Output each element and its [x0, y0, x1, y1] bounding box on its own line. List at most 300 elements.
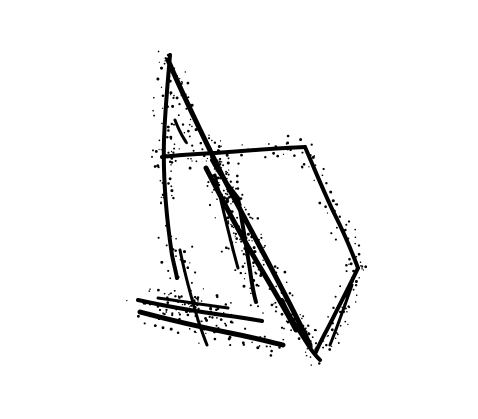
speckle-dot [261, 234, 262, 235]
speckle-dot [250, 293, 252, 295]
speckle-dot [189, 135, 191, 137]
speckle-dot [168, 294, 169, 295]
speckle-dot [348, 264, 349, 265]
speckle-dot [324, 205, 327, 208]
speckle-dot [244, 278, 245, 279]
speckle-dot [179, 148, 180, 149]
speckle-dot [300, 314, 301, 315]
speckle-dot [306, 355, 308, 357]
speckle-dot [230, 302, 232, 304]
speckle-dot [203, 288, 204, 289]
speckle-dot [191, 145, 193, 147]
speckle-dot [347, 324, 348, 325]
speckle-dot [223, 312, 224, 313]
speckle-dot [227, 201, 229, 203]
speckle-dot [264, 156, 266, 158]
speckle-dot [286, 141, 289, 144]
speckle-dot [161, 197, 162, 198]
speckle-dot [227, 198, 228, 199]
speckle-dot [171, 151, 172, 152]
speckle-dot [137, 315, 140, 318]
speckle-dot [170, 170, 172, 172]
speckle-dot [230, 224, 232, 226]
speckle-dot [225, 193, 227, 195]
speckle-dot [327, 212, 328, 213]
speckle-dot [270, 350, 273, 353]
speckle-dot [241, 144, 242, 145]
speckle-dot [205, 333, 206, 334]
speckle-dot [241, 194, 243, 196]
speckle-dot [361, 268, 362, 269]
speckle-dot [161, 87, 162, 88]
speckle-dot [281, 327, 283, 329]
speckle-dot [335, 338, 337, 340]
speckle-dot [354, 243, 355, 244]
speckle-dot [211, 191, 212, 192]
speckle-dot [264, 336, 266, 338]
speckle-dot [353, 289, 355, 291]
speckle-dot [126, 300, 127, 301]
speckle-dot [312, 156, 315, 159]
speckle-dot [167, 126, 170, 129]
top-horizontal-stroke [162, 147, 305, 157]
speckle-dot [269, 346, 271, 348]
speckle-dot [182, 304, 183, 305]
speckle-dot [275, 310, 277, 312]
speckle-dot [346, 270, 348, 272]
speckle-dot [178, 296, 181, 299]
speckle-dot [233, 232, 235, 234]
speckle-dot [273, 303, 274, 304]
speckle-dot [179, 78, 180, 79]
speckle-dot [169, 277, 171, 279]
speckle-dot [335, 239, 337, 241]
speckle-dot [235, 236, 236, 237]
speckle-dot [350, 262, 353, 265]
speckle-dot [312, 336, 314, 338]
speckle-dot [340, 325, 342, 327]
speckle-dot [215, 308, 218, 311]
speckle-dot [323, 168, 325, 170]
speckle-dot [235, 242, 236, 243]
speckle-dot [257, 305, 259, 307]
speckle-dot [193, 150, 195, 152]
speckle-dot [200, 142, 203, 145]
speckle-dot [169, 160, 172, 163]
speckle-dot [164, 63, 166, 65]
speckle-dot [169, 91, 172, 94]
speckle-dot [172, 197, 174, 199]
speckle-dot [154, 165, 157, 168]
speckle-dot [259, 345, 261, 347]
speckle-dot [355, 280, 358, 283]
speckle-dot [290, 329, 292, 331]
speckle-dot [155, 150, 158, 153]
speckle-dot [245, 273, 247, 275]
speckle-dot [172, 97, 174, 99]
speckle-dot [160, 202, 162, 204]
speckle-dot [170, 189, 173, 192]
speckle-dot [189, 167, 192, 170]
speckle-dot [163, 313, 165, 315]
speckle-dot [252, 218, 254, 220]
speckle-dot [158, 237, 160, 239]
speckle-dot [220, 318, 223, 321]
speckle-dot [182, 123, 184, 125]
speckle-dot [182, 82, 183, 83]
speckle-dot [315, 342, 317, 344]
speckle-dot [240, 272, 242, 274]
speckle-dot [236, 175, 239, 178]
speckle-dot [159, 62, 160, 63]
speckle-dot [157, 289, 160, 292]
speckle-dot [187, 266, 190, 269]
speckle-dot [159, 309, 161, 311]
speckle-dot [307, 325, 309, 327]
speckle-dot [208, 135, 209, 136]
speckle-dot [251, 342, 253, 344]
speckle-dot [250, 217, 252, 219]
speckle-dot [287, 135, 290, 138]
speckle-dot [211, 316, 213, 318]
speckle-dot [221, 146, 222, 147]
left-vertical-stroke [164, 55, 177, 278]
speckle-dot [232, 322, 234, 324]
speckle-dot [148, 290, 150, 292]
speckle-dot [241, 250, 243, 252]
speckle-dot [262, 312, 264, 314]
speckle-dot [222, 164, 224, 166]
speckle-dot [226, 193, 228, 195]
speckle-dot [207, 158, 208, 159]
speckle-dot [363, 269, 364, 270]
speckle-dot [170, 94, 171, 95]
speckle-dot [237, 162, 239, 164]
speckle-dot [358, 277, 360, 279]
speckle-dot [345, 224, 347, 226]
speckle-dot [260, 237, 262, 239]
speckle-dot [327, 316, 329, 318]
speckle-dot [174, 143, 176, 145]
speckle-dot [162, 108, 163, 109]
speckle-dot [224, 323, 226, 325]
speckle-dot [158, 149, 159, 150]
speckle-dot [225, 171, 227, 173]
speckle-dot [228, 174, 230, 176]
speckle-dot [311, 143, 313, 145]
speckle-dot [170, 328, 173, 331]
speckle-dot [325, 182, 327, 184]
speckle-dot [171, 314, 173, 316]
speckle-dot [275, 306, 277, 308]
speckle-dot [282, 339, 284, 341]
speckle-dot [158, 51, 160, 53]
speckle-dot [216, 294, 219, 297]
speckle-dot [153, 115, 155, 117]
speckle-dot [154, 324, 157, 327]
speckle-dot [227, 162, 230, 165]
speckle-dot [310, 356, 312, 358]
speckle-dot [301, 166, 303, 168]
speckle-dot [215, 325, 217, 327]
speckle-dot [240, 154, 243, 157]
speckle-dot [225, 303, 228, 306]
speckle-dot [263, 247, 265, 249]
speckle-dot [172, 152, 174, 154]
speckle-dot [356, 294, 358, 296]
speckle-dot [364, 265, 367, 268]
speckle-dot [189, 124, 191, 126]
speckle-dot [177, 332, 180, 335]
speckle-dot [174, 249, 176, 251]
speckle-dot [262, 260, 263, 261]
speckle-dot [286, 320, 288, 322]
speckle-dot [153, 97, 155, 99]
speckle-dot [185, 71, 186, 72]
speckle-dot [274, 302, 276, 304]
speckle-dot [179, 313, 181, 315]
speckle-dot [167, 152, 169, 154]
speckle-dot [253, 265, 255, 267]
speckle-dot [194, 271, 196, 273]
speckle-dot [325, 344, 327, 346]
speckle-dot [180, 295, 182, 297]
speckle-dot [358, 244, 360, 246]
speckle-dot [311, 364, 312, 365]
speckle-dot [284, 271, 287, 274]
speckle-dot [228, 248, 230, 250]
speckle-dot [167, 129, 170, 132]
speckle-dot [242, 265, 245, 268]
speckle-dot [223, 190, 225, 192]
speckle-dot [331, 346, 332, 347]
speckle-dot [235, 233, 237, 235]
speckle-dot [229, 344, 231, 346]
speckle-dot [225, 246, 228, 249]
speckle-dot [164, 293, 166, 295]
speckle-dot [194, 296, 196, 298]
speckle-dot [308, 166, 309, 167]
speckle-dot [189, 328, 191, 330]
speckle-dot [173, 95, 175, 97]
speckle-dot [149, 288, 151, 290]
speckle-dot [216, 198, 218, 200]
speckle-dot [271, 304, 274, 307]
speckle-dot [160, 180, 162, 182]
speckle-dot [301, 318, 303, 320]
speckle-dot [195, 298, 197, 300]
speckle-dot [189, 306, 190, 307]
speckle-dot [322, 174, 324, 176]
speckle-dot [160, 67, 163, 70]
speckle-dot [329, 191, 332, 194]
speckle-dot [207, 185, 209, 187]
speckle-dot [314, 180, 315, 181]
speckle-dot [243, 253, 245, 255]
speckle-dot [191, 160, 192, 161]
speckle-dot [183, 250, 186, 253]
speckle-dot [187, 130, 190, 133]
speckle-dot [170, 185, 172, 187]
speckle-dot [165, 311, 167, 313]
speckle-dot [166, 301, 169, 304]
speckle-dot [301, 152, 303, 154]
speckle-dot [162, 326, 165, 329]
speckle-dot [144, 322, 146, 324]
speckle-dot [236, 217, 238, 219]
speckle-dot [283, 154, 284, 155]
speckle-dot [237, 187, 240, 190]
speckle-dot [277, 267, 279, 269]
speckle-dot [226, 154, 229, 157]
speckle-dot [336, 227, 338, 229]
speckle-dot [322, 347, 324, 349]
speckle-dot [344, 321, 346, 323]
speckle-dot [161, 149, 162, 150]
speckle-dot [184, 132, 185, 133]
speckle-dot [251, 240, 252, 241]
speckle-dot [175, 160, 177, 162]
speckle-dot [286, 282, 288, 284]
speckle-dot [221, 161, 222, 162]
speckle-dot [236, 181, 239, 184]
speckle-dot [289, 292, 292, 295]
speckle-dot [191, 246, 193, 248]
speckle-dot [335, 296, 337, 298]
speckle-dot [235, 237, 238, 240]
speckle-dot [214, 141, 216, 143]
speckle-dot [171, 123, 173, 125]
speckle-dot [228, 169, 229, 170]
speckle-dot [270, 354, 273, 357]
speckle-dot [174, 290, 176, 292]
speckle-dot [318, 202, 321, 205]
speckle-dot [215, 217, 216, 218]
speckle-dot [218, 160, 220, 162]
speckle-dot [254, 272, 256, 274]
speckle-dot [209, 204, 211, 206]
speckle-dot [339, 216, 341, 218]
speckle-dot [268, 143, 270, 145]
speckle-dot [244, 262, 246, 264]
speckle-dot [176, 96, 179, 99]
lower-middle-stroke [180, 250, 207, 345]
speckle-dot [242, 341, 245, 344]
speckle-dot [275, 286, 277, 288]
speckle-dot [227, 220, 229, 222]
speckle-dot [347, 305, 349, 307]
speckle-dot [161, 123, 162, 124]
speckle-dot [216, 317, 218, 319]
speckle-dot [247, 213, 250, 216]
speckle-dot [247, 233, 250, 236]
speckle-dot [330, 232, 332, 234]
speckle-dot [187, 314, 190, 317]
speckle-dot [170, 138, 172, 140]
speckle-dot [208, 137, 210, 139]
speckle-dot [264, 245, 266, 247]
speckle-dot [253, 246, 256, 249]
speckle-dot [174, 295, 176, 297]
speckle-dot [328, 348, 331, 351]
speckle-dot [281, 313, 284, 316]
speckle-dot [225, 173, 227, 175]
small-tick-stroke [175, 120, 186, 142]
speckle-dot [243, 285, 246, 288]
speckle-dot [298, 337, 301, 340]
speckle-dot [196, 160, 198, 162]
speckle-dot [166, 244, 168, 246]
speckle-dot [167, 182, 170, 185]
speckle-dot [276, 155, 279, 158]
speckle-dot [335, 203, 337, 205]
speckle-dot [167, 270, 169, 272]
speckle-dot [235, 188, 237, 190]
speckle-dot [166, 136, 168, 138]
speckle-dot [175, 238, 177, 240]
speckle-dot [173, 148, 175, 150]
speckle-dot [250, 304, 252, 306]
speckle-dot [345, 264, 348, 267]
speckle-dot [194, 331, 196, 333]
speckle-dot [178, 103, 180, 105]
speckle-dot [189, 262, 190, 263]
speckle-dot [170, 164, 171, 165]
speckle-dot [191, 126, 193, 128]
speckle-dot [230, 203, 231, 204]
speckle-dot [266, 345, 268, 347]
speckle-dot [283, 328, 285, 330]
speckle-dot [190, 158, 192, 160]
speckle-dot [230, 181, 232, 183]
speckle-dot [219, 158, 221, 160]
speckle-dot [225, 324, 227, 326]
speckle-dot [257, 217, 260, 220]
speckle-dot [159, 140, 161, 142]
speckle-dot [178, 114, 180, 116]
speckle-dot [187, 82, 190, 85]
speckle-dot [355, 236, 357, 238]
speckle-dot [346, 311, 348, 313]
speckle-dot [348, 220, 350, 222]
speckle-dot [263, 264, 265, 266]
speckle-dot [231, 225, 233, 227]
speckle-dot [354, 229, 356, 231]
speckle-dot [272, 152, 275, 155]
speckle-dot [173, 124, 175, 126]
speckle-dot [214, 338, 217, 341]
speckle-dot [292, 294, 294, 296]
speckle-dot [152, 149, 154, 151]
speckle-dot [170, 293, 172, 295]
speckle-dot [178, 312, 179, 313]
speckle-dot [200, 321, 201, 322]
speckle-dot [165, 309, 167, 311]
speckle-dot [206, 160, 207, 161]
speckle-dot [211, 140, 213, 142]
speckle-dot [258, 285, 260, 287]
lower-right-edge-stroke [316, 268, 358, 352]
speckle-dot [197, 300, 198, 301]
speckle-dot [293, 154, 296, 157]
speckle-dot [332, 307, 334, 309]
speckle-dot [299, 138, 302, 141]
speckle-dot [332, 199, 335, 202]
speckle-dot [227, 172, 228, 173]
right-box-edge-stroke [305, 147, 358, 268]
speckle-dot [198, 343, 199, 344]
speckle-dot [234, 269, 236, 271]
